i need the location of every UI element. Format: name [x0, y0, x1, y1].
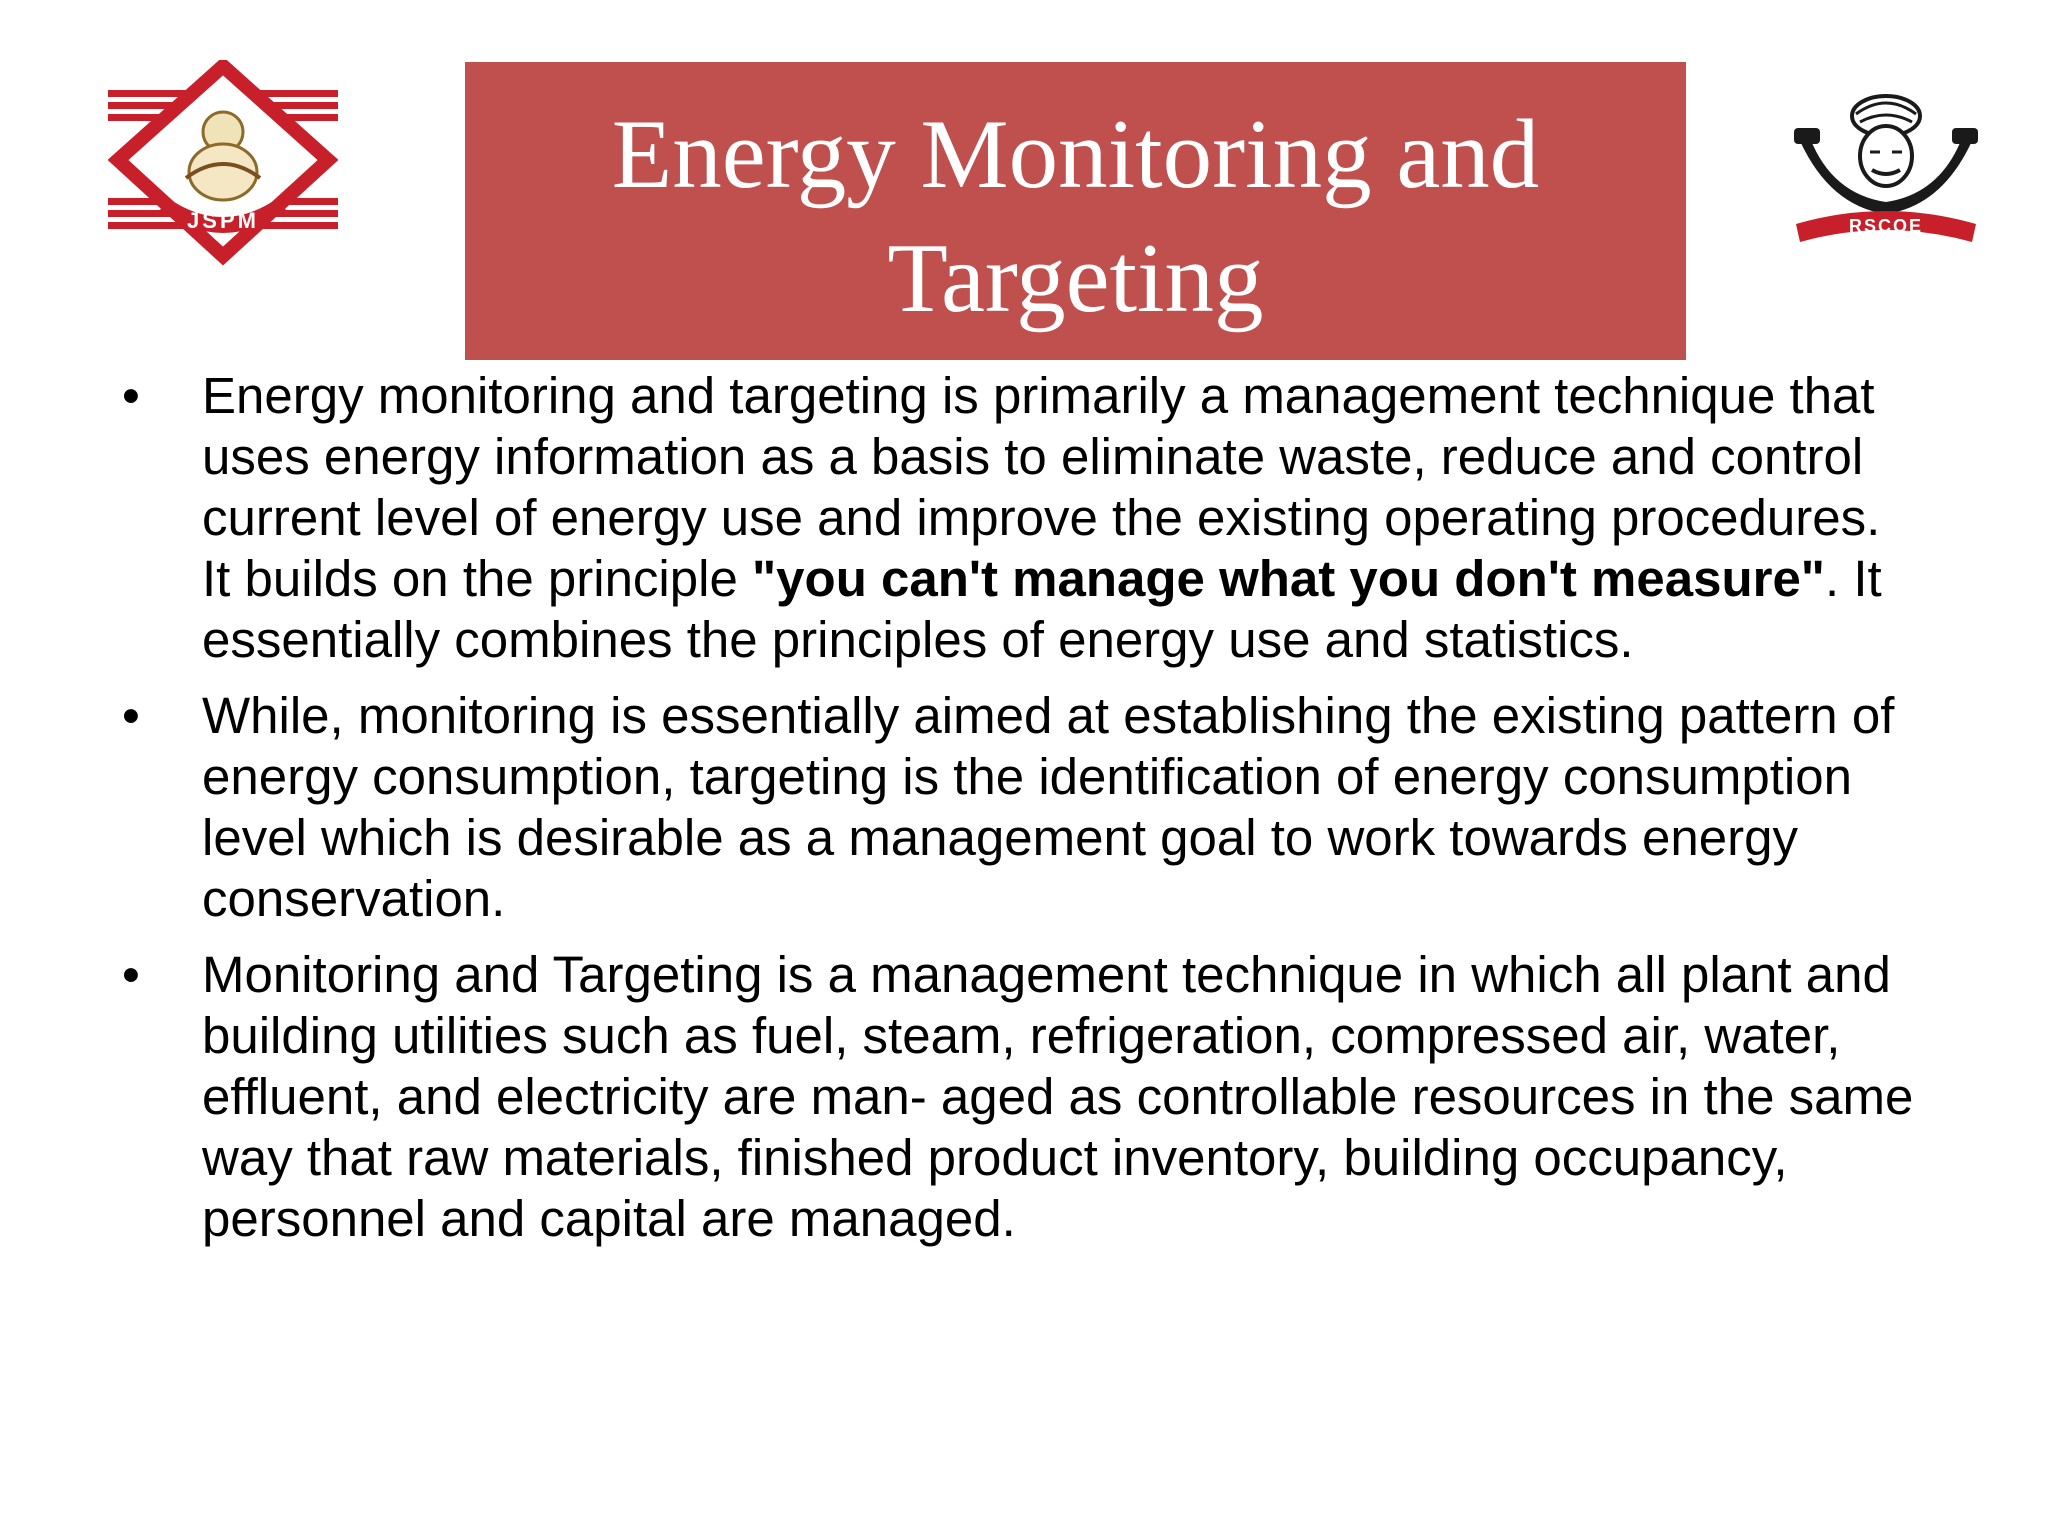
rscoe-logo-text: RSCOE [1848, 216, 1924, 236]
bullet-item [122, 944, 1922, 1249]
bullet-text: While, monitoring is essentially aimed at establishing the existing pattern of energy consumption, targeting is the identification of energy consumption level which is desirable as a management goal to work towards energy conservation. [202, 687, 1895, 927]
jspm-logo-text: JSPM [187, 208, 259, 233]
bullet-item [122, 365, 1922, 670]
bullet-dot-icon: • [122, 946, 140, 1003]
bullet-list [122, 365, 1922, 1264]
bullet-text: Monitoring and Targeting is a management technique in which all plant and building utilities such as fuel, steam, refrigeration, compressed air, water, effluent, and electricity are man- aged as controllable resources in the same way that raw materials, finished product inventory, building occupancy, personnel and capital are managed. [202, 946, 1914, 1247]
jspm-logo [108, 60, 338, 266]
jspm-emblem-icon [108, 60, 338, 266]
bullet-text-continued: . It essentially combines the principles of energy use and statistics. [202, 550, 1882, 668]
bullet-item [122, 685, 1922, 929]
bullet-dot-icon: • [122, 687, 140, 744]
bullet-dot-icon: • [122, 367, 140, 424]
rscoe-emblem-icon [1790, 86, 1982, 256]
rscoe-logo [1790, 86, 1982, 256]
title-banner [465, 62, 1686, 360]
bullet-text: Energy monitoring and targeting is primarily a management technique that uses energy information as a basis to eliminate waste, reduce and control current level of energy use and improve the existing operating procedures. It builds on the principle [202, 367, 1881, 607]
bold-quote: "you can't manage what you don't measure" [752, 550, 1825, 607]
page-title: Energy Monitoring and Targeting [611, 100, 1540, 333]
